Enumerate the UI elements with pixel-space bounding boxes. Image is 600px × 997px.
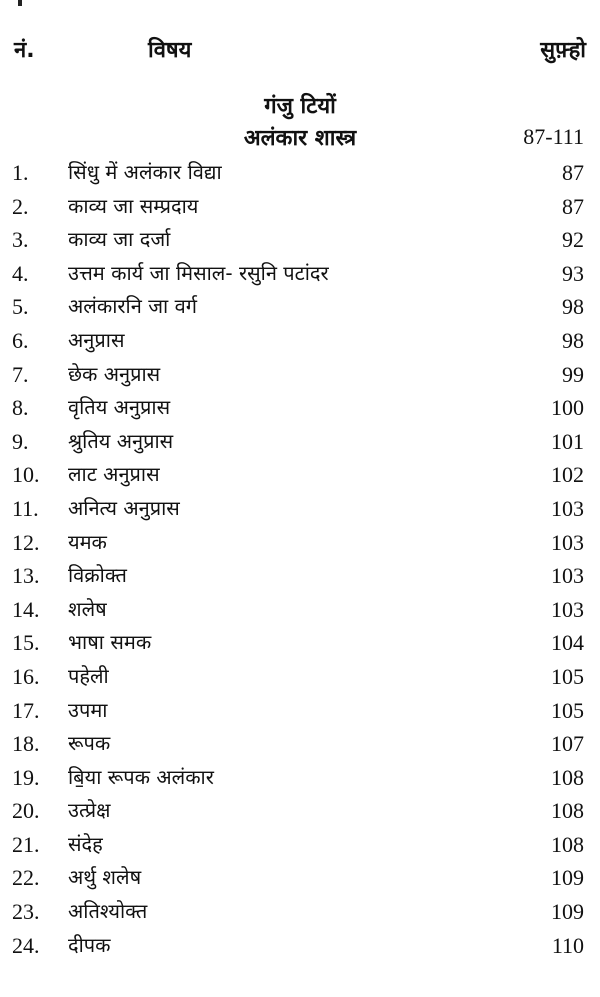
entry-title: अतिश्योक्त [68,899,148,924]
entry-title: बि॒या रूपक अलंकार [68,764,214,789]
entry-title: श्रुतिय अनुप्रास [68,428,174,453]
entry-page-number: 107 [551,731,584,757]
entry-page-number: 100 [551,395,584,421]
column-header-subject: विषय [148,38,192,63]
toc-entry[interactable] [0,593,600,627]
toc-entry[interactable] [0,492,600,526]
entry-title: काव्य जा सम्प्रदाय [68,193,199,218]
entry-title: उत्प्रेक्ष [68,798,111,823]
toc-entry[interactable] [0,929,600,963]
entry-title: लाट अनुप्रास [68,462,160,487]
entry-title: विक्रोक्त [68,563,127,588]
toc-entry[interactable] [0,895,600,929]
entry-page-number: 108 [551,831,584,857]
entry-page-number: 99 [562,361,584,387]
section-title: गंजु टियों [264,94,336,119]
toc-entry[interactable] [0,290,600,324]
entry-title: सिंधु में अलंकार विद्या [68,160,222,184]
entry-title: उत्तम कार्य जा मिसाल- रसुनि पटांदर [68,260,329,285]
toc-entry[interactable] [0,358,600,392]
entry-title: अनुप्रास [68,327,125,352]
entry-title: यमक [68,529,107,554]
section-subtitle: अलंकार शास्त्र [243,126,357,151]
toc-entry[interactable] [0,828,600,862]
entry-number: 17. [12,697,40,723]
toc-entry[interactable] [0,257,600,291]
toc-entry[interactable] [0,694,600,728]
entry-number: 11. [12,495,39,521]
entry-page-number: 92 [562,227,584,253]
entry-title: काव्य जा दर्जा [68,227,171,252]
entry-title: संदेह [68,831,103,856]
entry-page-number: 103 [551,596,584,622]
entry-page-number: 108 [551,798,584,824]
entry-page-number: 104 [551,630,584,656]
entry-number: 1. [12,160,29,185]
entry-page-number: 103 [551,529,584,555]
entry-number: 7. [12,361,29,387]
toc-header [0,34,600,74]
entry-page-number: 109 [551,865,584,891]
toc-entry[interactable] [0,156,600,190]
entry-number: 4. [12,260,29,286]
entry-number: 13. [12,563,40,589]
entry-title: दीपक [68,932,111,957]
toc-entry[interactable] [0,660,600,694]
top-margin-mark [18,0,22,6]
section-page-range: 87-111 [523,124,584,149]
toc-entry[interactable] [0,559,600,593]
toc-list [0,156,600,962]
toc-entry[interactable] [0,458,600,492]
entry-number: 10. [12,462,40,488]
entry-title: उपमा [68,697,108,722]
entry-number: 16. [12,663,40,689]
toc-entry[interactable] [0,324,600,358]
column-header-number: नं. [14,38,35,63]
entry-title: वृतिय अनुप्रास [68,395,171,420]
entry-number: 15. [12,630,40,656]
entry-page-number: 103 [551,495,584,521]
entry-title: शलेष [68,596,107,621]
entry-number: 18. [12,731,40,757]
entry-title: अर्थु शलेष [68,865,142,890]
entry-page-number: 105 [551,697,584,723]
entry-number: 22. [12,865,40,891]
entry-page-number: 109 [551,899,584,925]
entry-title: पहेली [68,663,109,688]
entry-page-number: 87 [562,160,584,185]
entry-title: अनित्य अनुप्रास [68,495,180,520]
entry-title: भाषा समक [68,630,152,655]
toc-entry[interactable] [0,626,600,660]
entry-number: 8. [12,395,29,421]
entry-page-number: 105 [551,663,584,689]
toc-entry[interactable] [0,425,600,459]
entry-number: 5. [12,294,29,320]
toc-entry[interactable] [0,190,600,224]
toc-entry[interactable] [0,794,600,828]
entry-page-number: 98 [562,294,584,320]
entry-page-number: 110 [551,932,584,958]
entry-page-number: 102 [551,462,584,488]
entry-page-number: 108 [551,764,584,790]
toc-entry[interactable] [0,526,600,560]
entry-number: 9. [12,428,29,454]
entry-number: 24. [12,932,40,958]
toc-entry[interactable] [0,223,600,257]
entry-title: अलंकारनि जा वर्ग [68,294,197,319]
entry-page-number: 101 [551,428,584,454]
entry-page-number: 93 [562,260,584,286]
entry-number: 20. [12,798,40,824]
entry-title: रूपक [68,731,111,756]
entry-page-number: 103 [551,563,584,589]
toc-entry[interactable] [0,761,600,795]
column-header-page: सुफ़्हो [540,38,586,63]
entry-number: 2. [12,193,29,219]
section-subtitle-row [0,122,600,156]
entry-number: 23. [12,899,40,925]
entry-number: 3. [12,227,29,253]
entry-number: 14. [12,596,40,622]
entry-number: 6. [12,327,29,353]
entry-title: छेक अनुप्रास [68,361,161,386]
entry-page-number: 87 [562,193,584,219]
toc-entry[interactable] [0,727,600,761]
entry-number: 21. [12,831,40,857]
toc-entry[interactable] [0,391,600,425]
entry-number: 19. [12,764,40,790]
toc-entry[interactable] [0,861,600,895]
entry-number: 12. [12,529,40,555]
entry-page-number: 98 [562,327,584,353]
